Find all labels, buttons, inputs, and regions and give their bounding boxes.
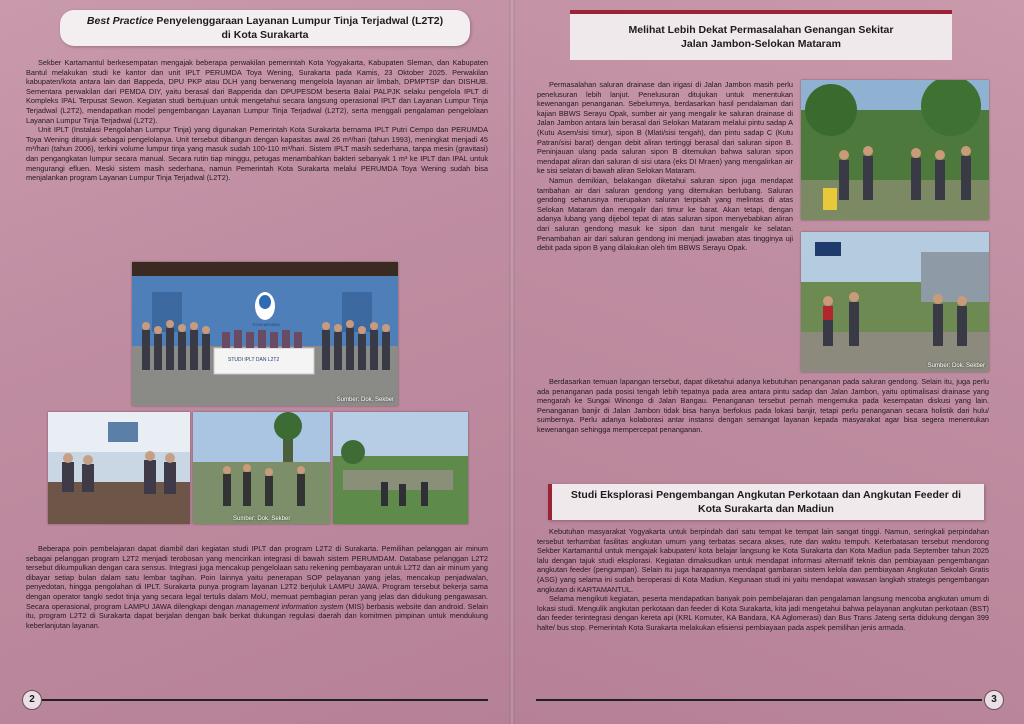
group-photo	[132, 262, 398, 406]
page-spine	[509, 0, 515, 724]
banner-text: STUDI IPLT DAN L2T2	[228, 357, 280, 363]
logo-text: TOYA WENING	[252, 322, 280, 327]
photo-caption: Sumber: Dok. Sekber	[927, 363, 985, 369]
paragraph: Selama mengikuti kegiatan, peserta mendapatkan banyak poin pembelajaran dan pengalaman langsung mencoba angkutan umum di lokasi studi. Mengulik angkutan perkotaan dan feeder di Kota Surakarta, kita jadi mengetahui bahwa pelayanan angkutan perkotaan (BST) dan feeder terintegrasi dengan kereta api (KRL Komuter, KA Bandara, KA Aglomerasi) dan Bus Trans Jateng serta didukung dengan 399 halte/ bus stop. Pemerintah Kota Surakarta melakukan efisiensi pembiayaan pada aspek pemilihan jenis armada.	[537, 594, 989, 632]
photo-caption: Sumber: Dok. Sekber	[233, 516, 291, 522]
right-page-title	[570, 14, 952, 60]
drainage-site-photo	[801, 232, 989, 372]
paragraph: Permasalahan saluran drainase dan irigasi di Jalan Jambon masih perlu penelusuran lebih lanjut. Penelusuran ditujukan untuk menentukan kewenangan penanganan. Sebelumnya, berdasarkan hasil pendalaman dari kajian BBWS Serayu Opak, sumber air yang mengalir ke saluran drainase di Jalan Jambon antara lain berasal dari Selokan Mataram melalui pintu sadap A (Kutu Asem/sisi timur), sipon B (Mlati/sisi tengah), dan pintu sadap C (Kutu Patran/sisi barat) dengan debit aliran tertinggi berasal dari saluran sipon B. Peninjauan ulang pada saluran sipon B ditemukan bahwa saluran sipon mendapat aliran dari saluran di sisi utara (eks DI Mraen) yang mengalirkan air ke sisi selatan di bawah aliran Selokan Mataram.	[537, 80, 793, 176]
paragraph: Berdasarkan temuan lapangan tersebut, dapat diketahui adanya kebutuhan penanganan pada saluran gendong. Selain itu, juga perlu ada penanganan pada posisi tengah lebih tepatnya pada area antara pintu sadap dan Jalan Jambon, yaitu optimalisasi drainase yang mengarah ke Sungai Winongo di Jalan Bangau. Penanganan tersebut pernah mengemuka pada kesempatan diskusi yang lain. Penanganan banjir di Jalan Jambon tidak bisa hanya berfokus pada lokasi banjir, tetapi perlu penanganan secara holistik dari hulu/ sumbernya. Perlu adanya kolaborasi antar instansi dengan semangat layanan kepada masyarakat agar bisa segera menentukan kewenangan sehingga mempercepat penanganan.	[537, 377, 989, 434]
footer-rule-right	[536, 699, 982, 701]
right-flood-text	[537, 80, 793, 253]
section2-title-line2: Kota Surakarta dan Madiun	[698, 503, 834, 515]
photo-caption: Sumber: Dok. Sekber	[336, 397, 394, 403]
title-rest: Penyelenggaraan Layanan Lumpur Tinja Terjadwal (L2T2)	[153, 15, 444, 27]
left-intro-text	[26, 58, 488, 183]
title-line2: Jalan Jambon-Selokan Mataram	[681, 38, 841, 50]
paragraph	[26, 544, 488, 630]
paragraph: Namun demikian, belakangan diketahui saluran sipon juga mendapat tambahan air dari saluran gendong yang ditemukan berlubang. Saluran gendong seharusnya merupakan saluran terpisah yang melintas di atas Selokan Mataram dan mengalir dari timur ke barat. Akan tetapi, dengan adanya lubang yang dijebol tepat di atas saluran sipon menyebabkan aliran dari saluran gendong masuk ke sipon dan turut mengalir ke selatan. Penambahan air dari saluran gendong ini menjadi jawaban atas tingginya uji debit pada sipon B yang dilakukan oleh tim BBWS Serayu Opak.	[537, 175, 793, 253]
right-findings-text	[537, 377, 989, 435]
paragraph: Kebutuhan masyarakat Yogyakarta untuk berpindah dari satu tempat ke tempat lain sangat tinggi. Namun, seringkali perpindahan tersebut terhambat fasilitas angkutan umum yang terbatas secara akses, rute dan waktu tempuh. Keterbatasan tersebut mendorong Sekber Kartamantul untuk mengajak kabupaten/ kota belajar langsung ke Kota Surakarta dan Kota Madiun pada September tahun 2025 lalu dengan tajuk studi eksplorasi. Kegiatan dimaksudkan untuk mendapat informasi alternatif teknis dan pembiayaan pengembangan angkutan feeder (pengumpan). Selain itu juga harapannya mendapat gambaran sistem kelola dan pembiayaan Angkutan Sekolah Gratis (ASG) yang selama ini sudah beroperasi di Kota Madiun. Kegunaan studi ini yaitu mendapat wawasan langkah strategis pengembangan angkutan di KARTAMANTUL.	[537, 527, 989, 594]
left-lessons-text	[26, 544, 488, 630]
section2-title	[548, 484, 984, 520]
field-visit-photo	[193, 412, 330, 524]
paragraph-part: (MIS) berbasis website dan android. Selain itu, program L2T2 di Surakarta dapat berjalan dengan baik berkat dukungan regulasi daerah dan komitmen pimpinan untuk mendukung keberlanjutan layanan.	[26, 601, 489, 630]
paragraph: Sekber Kartamantul berkesempatan mengajak beberapa perwakilan pemerintah Kota Yogyakarta, Kabupaten Sleman, dan Kabupaten Bantul melakukan studi ke kantor dan unit IPLT PERUMDA Toya Wening, Surakarta pada Kamis, 23 Oktober 2025. Perwakilan kabupaten/kota antara lain dari Bappeda, DPU PKP atau DLH yang berwenang mengelola layanan air limbah, DPMPTSP dan DISHUB. Sementara perwakilan dari PEMDA DIY, yaitu berasal dari Bapperida dan DPUPESDM beserta Balai PALPJK selaku pengelola IPLT di Kompleks IPAL Terpusat Sewon. Kegiatan studi bertujuan untuk mengetahui secara langsung operasional IPLT dan Layanan Lumpur Tinja Terjadwal (L2T2), mendapatkan model pengembangan Layanan Lumpur Tinja Terjadwal (L2T2), serta menggali pengalaman pengelolaan Layanan Lumpur Tinja Terjadwal (L2T2).	[26, 58, 488, 125]
meeting-photo	[48, 412, 190, 524]
iplt-pond-photo	[333, 412, 468, 524]
left-page-title	[60, 10, 470, 46]
footer-rule-left	[42, 699, 488, 701]
paragraph: Unit IPLT (Instalasi Pengolahan Lumpur Tinja) yang digunakan Pemerintah Kota Surakarta bernama IPLT Putri Cempo dan PERUMDA Toya Wening ditunjuk sebagai pengelolanya. Unit tersebut dibangun dengan kapasitas awal 26 m³/hari (tahun 1993), meningkat menjadi 45 m³/hari (tahun 2006), terkini volume lumpur tinja yang masuk sudah 100-110 m³/hari. Sistem IPLT masih sederhana, tanpa mesin (gravitasi) dan pengangkatan lumpur secara manual. Secara rutin tiap minggu, petugas menambahkan bakteri sebanyak 1 m³ ke IPLT dan IPAL untuk mengurangi efluen. Meski sistem masih sederhana, namun Pemerintah Kota Surakarta melalui PERUMDA Toya Wening sudah bisa menjalankan program Layanan Lumpur Tinja Terjadwal (L2T2).	[26, 125, 488, 183]
section2-accent-bar	[548, 484, 552, 520]
section2-title-line1: Studi Eksplorasi Pengembangan Angkutan Perkotaan dan Angkutan Feeder di	[570, 489, 962, 501]
title-line1: Melihat Lebih Dekat Permasalahan Genangan Sekitar	[628, 24, 894, 36]
paragraph-part: Beberapa poin pembelajaran dapat diambil dari kegiatan studi IPLT dan program L2T2 di Surakarta. Pemilihan pelanggan air minum sebagai pelanggan program L2T2 menjadi terobosan yang mencirikan integrasi di bawah sistem PERUMDAM. Database pelanggan L2T2 tersebut dikumpulkan dengan cara sensus. Integrasi juga mencakup pengelolaan satu rekening pembayaran untuk L2T2 dan air minum yang dibayar setiap bulan dalam satu lembar tagihan. Poin lainnya yaitu penerapan SOP pelayanan yang jelas, mencakup penjadwalan, penyedotan, hingga pengolahan di IPLT. Surakarta punya program layanan L2T2 berjuluk LAMPU JAWA. Program tersebut bekerja sama dengan operator tangki sedot tinja yang secara legal tertulis dalam MoU, memuat pembagian peran yang jelas dan didukung pengawasan. Secara operasional, program LAMPU JAWA dilengkapi dengan	[26, 544, 488, 611]
title-italic: Best Practice	[86, 15, 154, 27]
paragraph-emphasis: management information system	[236, 601, 344, 611]
title-line2: di Kota Surakarta	[221, 29, 309, 41]
page-number-right: 3	[984, 690, 1004, 710]
right-transport-text	[537, 527, 989, 633]
page-number-left: 2	[22, 690, 42, 710]
canal-survey-photo	[801, 80, 989, 220]
